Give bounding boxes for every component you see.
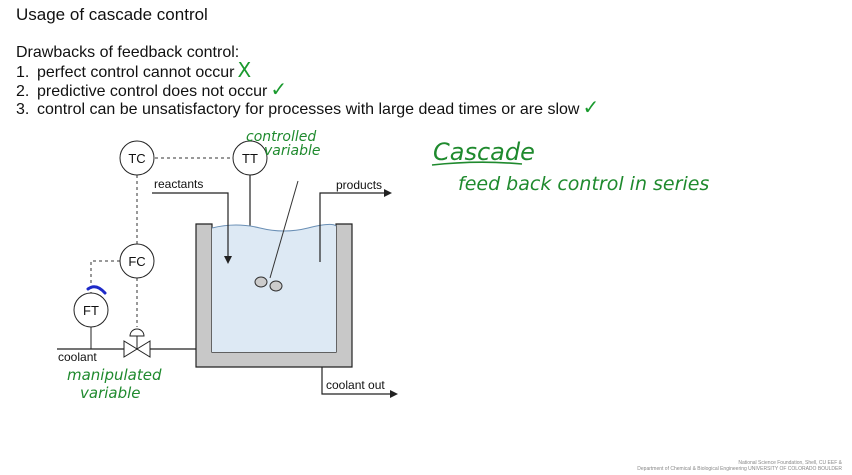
instrument-label: TT — [242, 151, 258, 166]
control-valve — [124, 329, 150, 357]
agitator-blade — [270, 281, 282, 291]
ft-instrument — [74, 293, 108, 327]
list-number: 3. — [16, 101, 30, 118]
manipulated-variable-annotation: manipulated — [67, 366, 162, 384]
footer-line: National Science Foundation, Shell, CU EEF & — [738, 460, 842, 466]
footer-credits — [637, 460, 842, 472]
fc-instrument — [120, 244, 154, 278]
check-mark-icon: ✓ — [270, 76, 288, 101]
coolant-label: coolant — [58, 350, 97, 364]
arrow-right-icon — [384, 189, 392, 197]
agitator-blade — [255, 277, 267, 287]
list-text: control can be unsatisfactory for processes with large dead times or are slow — [37, 101, 580, 118]
controlled-variable-annotation: variable — [264, 143, 321, 159]
list-text: perfect control cannot occur — [37, 64, 235, 81]
coolant-out-label: coolant out — [326, 378, 385, 392]
reactants-label: reactants — [154, 177, 204, 191]
check-mark-icon: ✓ — [582, 95, 600, 119]
arrow-right-icon — [390, 390, 398, 398]
cross-mark-icon: X — [237, 58, 252, 82]
controlled-variable-annotation: controlled — [246, 129, 317, 145]
tc-instrument — [120, 141, 154, 175]
instrument-label: FT — [83, 303, 99, 318]
products-label: products — [336, 178, 383, 192]
instrument-label: TC — [128, 151, 146, 166]
list-number: 2. — [16, 82, 30, 100]
tt-instrument — [233, 141, 267, 175]
slide-title: Usage of cascade control — [16, 5, 208, 24]
drawbacks-heading: Drawbacks of feedback control: — [16, 44, 240, 61]
instrument-label: FC — [128, 254, 146, 269]
manipulated-variable-annotation: variable — [80, 384, 141, 402]
list-text: predictive control does not occur — [37, 82, 268, 100]
list-number: 1. — [16, 64, 30, 81]
cascade-description: feed back control in series — [458, 173, 710, 195]
footer-line: Department of Chemical & Biological Engineering UNIVERSITY OF COLORADO BOULDER — [637, 466, 842, 472]
cascade-heading: Cascade — [433, 138, 535, 166]
